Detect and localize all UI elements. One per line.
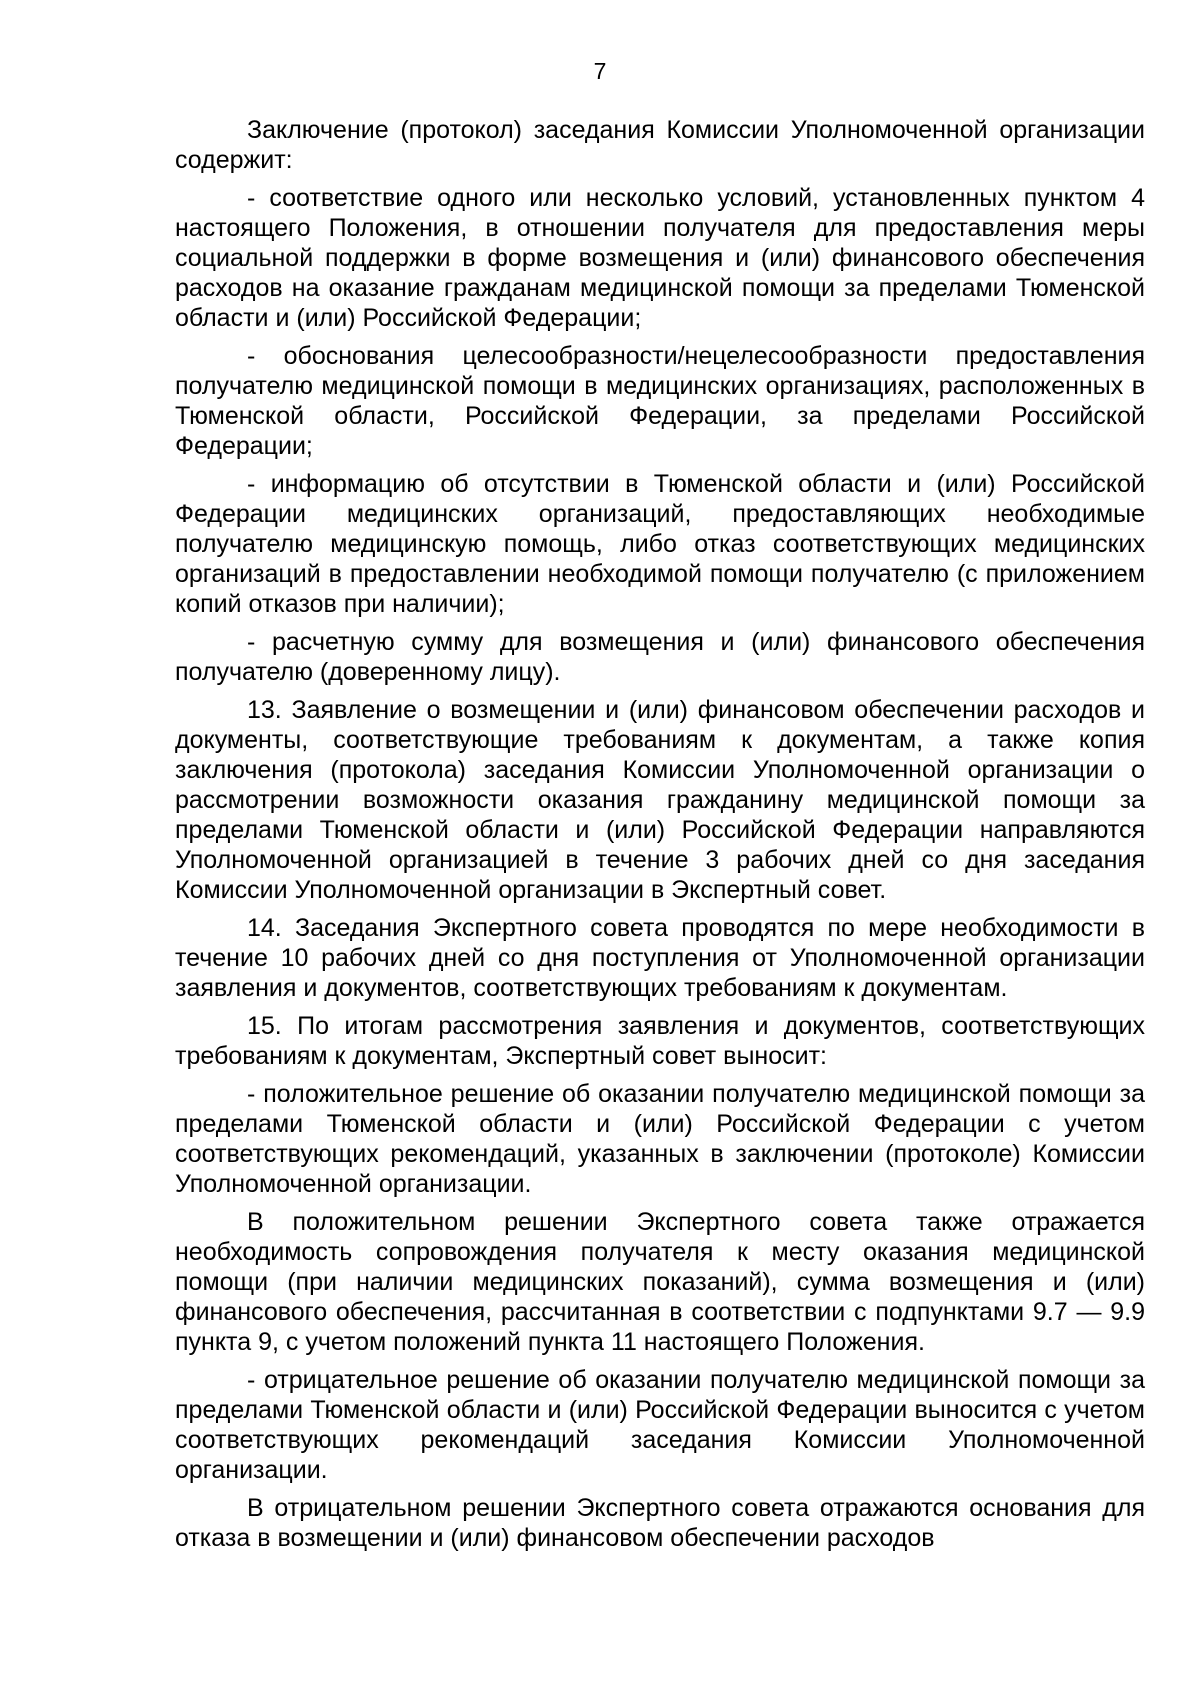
paragraph-justification: - обоснования целесообразности/нецелесообразности предоставления получателю медицинской помощи в медицинских организациях, расположенных в Тюменской области, Российской Федерации, за пределами Российской Федерации; [175,342,1145,460]
paragraph-positive-decision: - положительное решение об оказании получателю медицинской помощи за пределами Тюменской области и (или) Российской Федерации с учетом соответствующих рекомендаций, указанных в заключении (протоколе) Комиссии Уполномоченной организации. [175,1080,1145,1198]
paragraph-item-13: 13. Заявление о возмещении и (или) финансовом обеспечении расходов и документы, соответствующие требованиям к документам, а также копия заключения (протокола) заседания Комиссии Уполномоченной организации о рассмотрении возможности оказания гражданину медицинской помощи за пределами Тюменской области и (или) Российской Федерации направляются Уполномоченной организацией в течение 3 рабочих дней со дня заседания Комиссии Уполномоченной организации в Экспертный совет. [175,696,1145,904]
paragraph-absence-info: - информацию об отсутствии в Тюменской области и (или) Российской Федерации медицинских организаций, предоставляющих необходимые получателю медицинскую помощь, либо отказ соответствующих медицинских организаций в предоставлении необходимой помощи получателю (с приложением копий отказов при наличии); [175,470,1145,618]
page-number: 7 [593,58,607,84]
paragraph-item-15: 15. По итогам рассмотрения заявления и документов, соответствующих требованиям к документам, Экспертный совет выносит: [175,1012,1145,1070]
paragraph-conditions-compliance: - соответствие одного или несколько условий, установленных пунктом 4 настоящего Положения, в отношении получателя для предоставления меры социальной поддержки в форме возмещения и (или) финансового обеспечения расходов на оказание гражданам медицинской помощи за пределами Тюменской области и (или) Российской Федерации; [175,184,1145,332]
paragraph-protocol-contents: Заключение (протокол) заседания Комиссии Уполномоченной организации содержит: [175,116,1145,174]
paragraph-estimated-sum: - расчетную сумму для возмещения и (или) финансового обеспечения получателю (доверенному лицу). [175,628,1145,686]
paragraph-positive-decision-details: В положительном решении Экспертного совета также отражается необходимость сопровождения получателя к месту оказания медицинской помощи (при наличии медицинских показаний), сумма возмещения и (или) финансового обеспечения, рассчитанная в соответствии с подпунктами 9.7 — 9.9 пункта 9, с учетом положений пункта 11 настоящего Положения. [175,1208,1145,1356]
paragraph-negative-decision: - отрицательное решение об оказании получателю медицинской помощи за пределами Тюменской области и (или) Российской Федерации выносится с учетом соответствующих рекомендаций заседания Комиссии Уполномоченной организации. [175,1366,1145,1484]
paragraph-negative-decision-grounds: В отрицательном решении Экспертного совета отражаются основания для отказа в возмещении и (или) финансовом обеспечении расходов [175,1494,1145,1552]
paragraph-item-14: 14. Заседания Экспертного совета проводятся по мере необходимости в течение 10 рабочих дней со дня поступления от Уполномоченной организации заявления и документов, соответствующих требованиям к документам. [175,914,1145,1002]
document-body [175,115,1145,1561]
